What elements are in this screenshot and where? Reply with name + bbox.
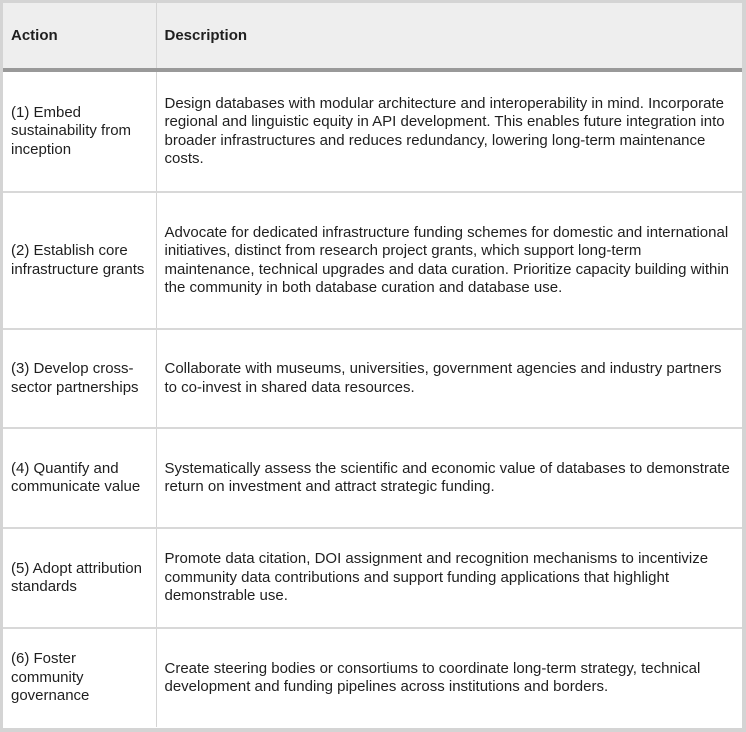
description-cell: Systematically assess the scientific and economic value of databases to demonstrate return on investment and attract strategic funding. <box>156 428 742 528</box>
actions-table <box>3 3 742 727</box>
action-cell: (2) Establish core infrastructure grants <box>3 192 156 329</box>
header-action: Action <box>3 3 156 70</box>
description-cell: Design databases with modular architecture and interoperability in mind. Incorporate regional and linguistic equity in API development. This enables future integration into broader infrastructures and reduces redundancy, lowering long-term maintenance costs. <box>156 70 742 192</box>
action-cell: (5) Adopt attribution standards <box>3 528 156 628</box>
action-cell: (6) Foster community governance <box>11 650 90 705</box>
table-row <box>3 70 742 192</box>
action-cell: (4) Quantify and communicate value <box>3 428 156 528</box>
description-cell: Advocate for dedicated infrastructure funding schemes for domestic and international initiatives, distinct from research project grants, which support long-term maintenance, technical upgrades and data curation. Prioritize capacity building within the community in both database curation and database use. <box>156 192 742 329</box>
action-cell: (1) Embed sustainability from inception <box>3 70 156 192</box>
action-cell: (3) Develop cross-sector partnerships <box>3 329 156 428</box>
table-row <box>3 528 742 628</box>
table-row <box>3 329 742 428</box>
description-cell: Promote data citation, DOI assignment and recognition mechanisms to incentivize community data contributions and support funding applications that highlight demonstrable use. <box>156 528 742 628</box>
table-row <box>3 192 742 329</box>
table-row <box>3 428 742 528</box>
description-cell: Create steering bodies or consortiums to coordinate long-term strategy, technical development and funding pipelines across institutions and borders. <box>156 628 742 727</box>
table-row <box>3 628 742 727</box>
table-header-row <box>3 3 742 70</box>
description-cell: Collaborate with museums, universities, government agencies and industry partners to co-invest in shared data resources. <box>156 329 742 428</box>
header-description: Description <box>156 3 742 70</box>
